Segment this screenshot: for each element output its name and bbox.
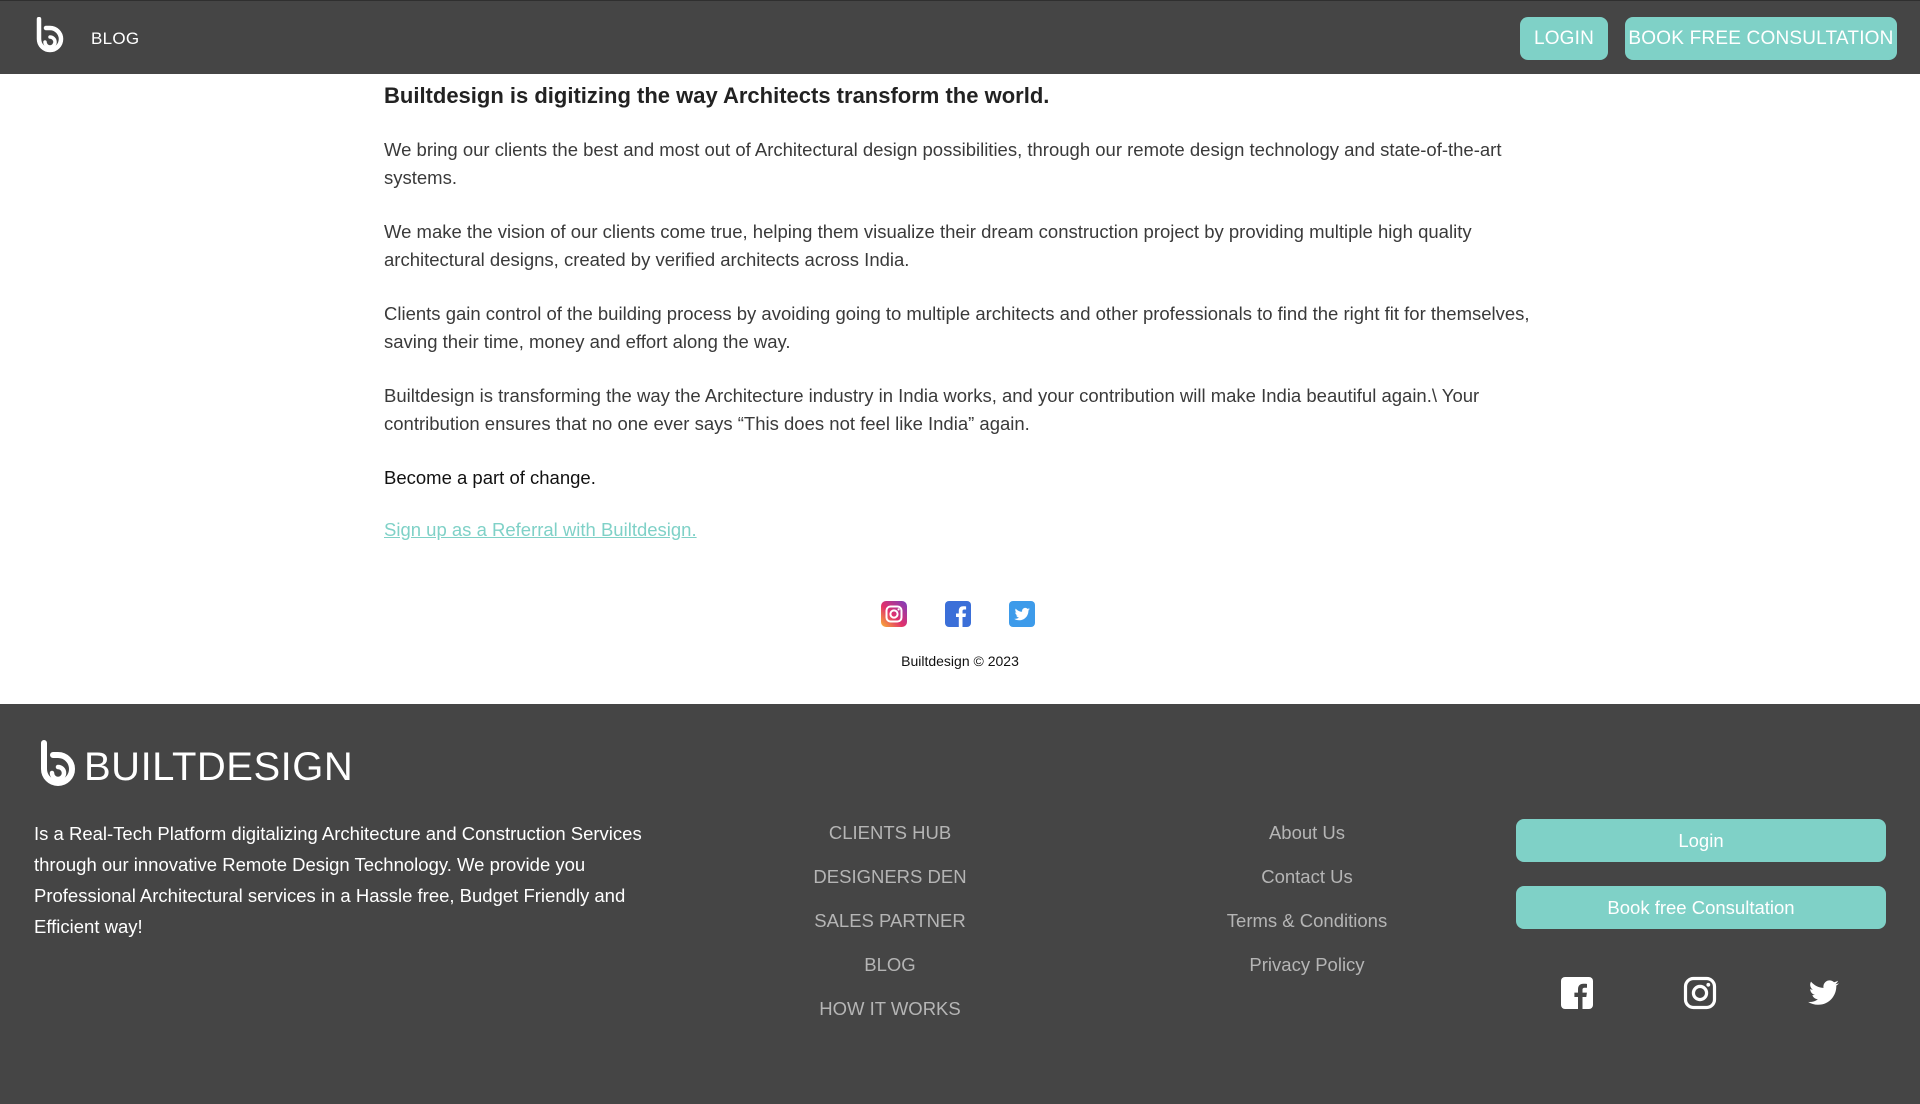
instagram-icon[interactable]: [880, 600, 908, 628]
footer-link-how-it-works[interactable]: HOW IT WORKS: [819, 998, 961, 1019]
footer-about-text: Is a Real-Tech Platform digitalizing Architecture and Construction Services through our innovative Remote Design Technology. We provide you Professional Architectural services in a Hassle free, Budget Friendly and Efficient way!: [34, 823, 642, 937]
login-button[interactable]: LOGIN: [1520, 17, 1608, 60]
footer-book-consultation-button[interactable]: Book free Consultation: [1516, 886, 1886, 929]
footer-link-contact-us[interactable]: Contact Us: [1261, 866, 1353, 887]
article-paragraph: We make the vision of our clients come true, helping them visualize their dream construction project by providing multiple high quality architectural designs, created by verified architects across India.: [384, 221, 1472, 270]
article-paragraph: We bring our clients the best and most out of Architectural design possibilities, through our remote design technology and state-of-the-art systems.: [384, 139, 1502, 188]
instagram-icon[interactable]: [1683, 976, 1717, 1010]
article-social-links: [880, 600, 1040, 632]
footer-link-about-us[interactable]: About Us: [1268, 822, 1346, 843]
referral-signup-link[interactable]: Sign up as a Referral with Builtdesign.: [384, 519, 697, 540]
footer-link-privacy-policy[interactable]: Privacy Policy: [1249, 954, 1365, 975]
site-footer: [0, 704, 1920, 1104]
article-paragraph: Builtdesign is transforming the way the Architecture industry in India works, and your contribution will make India beautiful again.\ Your contribution ensures that no one ever says “This does not feel like India” again.: [384, 385, 1480, 434]
footer-links-secondary: [1177, 818, 1437, 994]
builtdesign-logo-icon: [38, 740, 80, 794]
twitter-icon[interactable]: [1806, 976, 1840, 1010]
nav-blog-link[interactable]: BLOG: [91, 29, 140, 48]
footer-link-blog[interactable]: BLOG: [864, 954, 916, 975]
footer-links-primary: [760, 818, 1020, 1038]
article-title: Builtdesign is digitizing the way Architects transform the world.: [384, 83, 1050, 108]
twitter-icon[interactable]: [1008, 600, 1036, 628]
book-consultation-button[interactable]: BOOK FREE CONSULTATION: [1625, 17, 1897, 60]
facebook-icon[interactable]: [1560, 976, 1594, 1010]
facebook-icon[interactable]: [944, 600, 972, 628]
article-paragraph: Clients gain control of the building process by avoiding going to multiple architects and other professionals to find the right fit for themselves, saving their time, money and effort along the way.: [384, 303, 1530, 352]
builtdesign-logo-icon[interactable]: [34, 17, 66, 59]
footer-login-button[interactable]: Login: [1516, 819, 1886, 862]
footer-link-clients-hub[interactable]: CLIENTS HUB: [828, 822, 952, 843]
article-call-to-action: Become a part of change.: [384, 467, 596, 488]
top-nav-bar: [0, 0, 1920, 74]
footer-brand-name: BUILTDESIGN: [84, 744, 354, 789]
footer-brand[interactable]: [38, 740, 353, 794]
footer-link-terms[interactable]: Terms & Conditions: [1226, 910, 1388, 931]
footer-link-designers-den[interactable]: DESIGNERS DEN: [813, 866, 967, 887]
copyright-text: Builtdesign © 2023: [901, 653, 1019, 669]
footer-link-sales-partner[interactable]: SALES PARTNER: [814, 910, 966, 931]
